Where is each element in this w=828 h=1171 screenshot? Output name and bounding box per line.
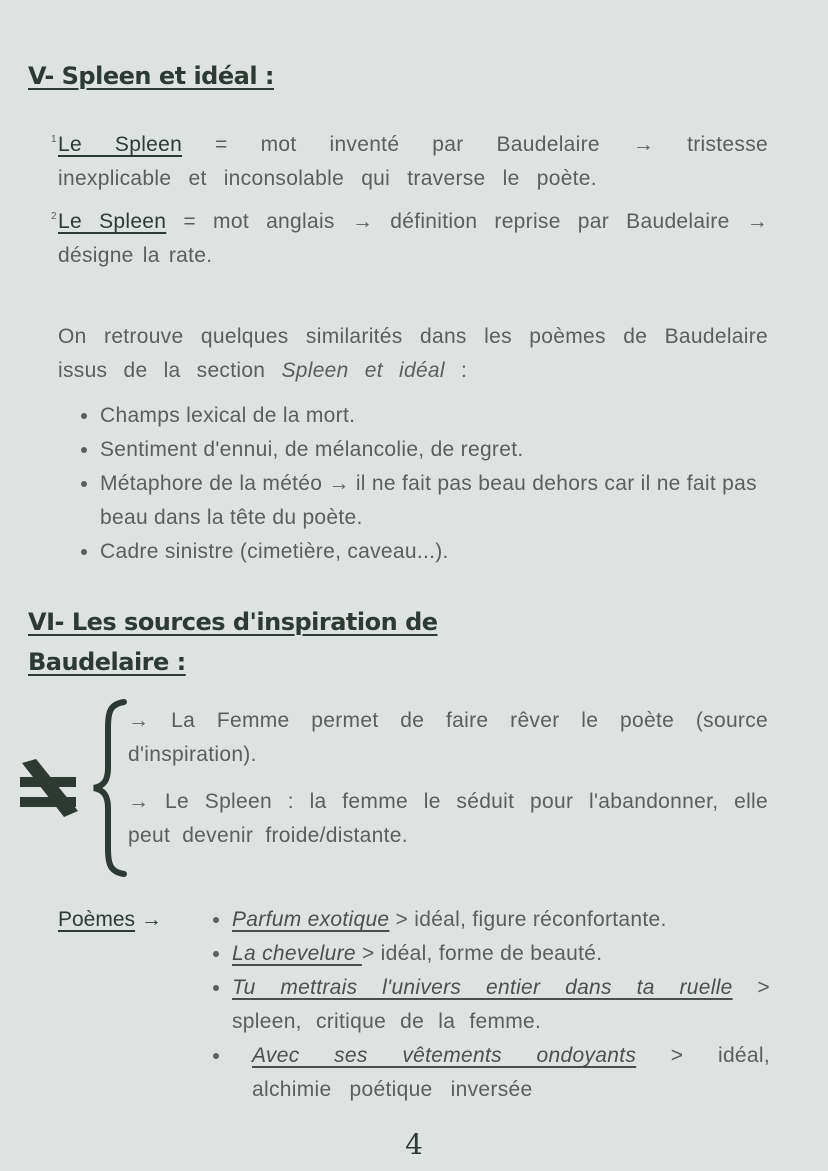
footnote-marker-2: 2 (51, 211, 57, 222)
definition-term: Le Spleen (58, 133, 183, 156)
brace-item-spleen: → Le Spleen : la femme le séduit pour l'abandonner, elle peut devenir froide/distante. (128, 790, 768, 847)
similarities-list (58, 399, 768, 569)
list-item (232, 937, 770, 971)
poem-desc: > idéal, forme de beauté. (361, 942, 603, 965)
poemes-label (58, 903, 162, 937)
list-item (232, 1039, 770, 1107)
curly-brace-icon (90, 698, 130, 878)
brace-item-femme: → La Femme permet de faire rêver le poète (source d'inspiration). (128, 709, 768, 766)
list-item: • Champs lexical de la mort. (100, 399, 768, 433)
definition-spleen-1 (58, 128, 768, 196)
poem-title: Avec ses vêtements ondoyants (252, 1044, 637, 1067)
intro-paragraph (58, 320, 768, 388)
poemes-label-text: Poèmes (58, 908, 136, 931)
definition-term: Le Spleen (58, 210, 167, 233)
list-item (232, 903, 770, 937)
page-number: 4 (405, 1128, 423, 1161)
not-equal-icon (16, 755, 80, 825)
intro-end: : (444, 359, 468, 382)
poem-desc: > idéal, figure réconfortante. (389, 908, 667, 931)
section-heading-inspiration-line2: Baudelaire : (28, 648, 186, 676)
poems-list (210, 903, 770, 1107)
poem-title: Parfum exotique (232, 908, 390, 931)
list-item: • Cadre sinistre (cimetière, caveau...). (100, 535, 768, 569)
footnote-marker-1: 1 (51, 134, 57, 145)
poem-desc: > idéal, alchimie poétique inversée (252, 1044, 770, 1101)
definition-spleen-2 (58, 205, 768, 273)
list-item (232, 971, 770, 1039)
definition-text: = mot anglais → définition reprise par Baudelaire → désigne la rate. (58, 210, 768, 267)
intro-text: On retrouve quelques similarités dans les poèmes de Baudelaire issus de la section (58, 325, 768, 382)
poem-desc: > spleen, critique de la femme. (232, 976, 770, 1033)
list-item: • Métaphore de la météo → il ne fait pas beau dehors car il ne fait pas beau dans la tête du poète. (100, 467, 768, 535)
section-heading-inspiration-line1: VI- Les sources d'inspiration de (28, 608, 438, 636)
arrow-icon: → (135, 908, 162, 931)
intro-italic: Spleen et idéal (281, 359, 445, 382)
section-heading-spleen: V- Spleen et idéal : (28, 62, 274, 90)
poem-title: La chevelure (232, 942, 362, 965)
definition-text: = mot inventé par Baudelaire → tristesse inexplicable et inconsolable qui traverse le poète. (58, 133, 768, 190)
list-item: • Sentiment d'ennui, de mélancolie, de regret. (100, 433, 768, 467)
poem-title: Tu mettrais l'univers entier dans ta ruelle (232, 976, 733, 999)
